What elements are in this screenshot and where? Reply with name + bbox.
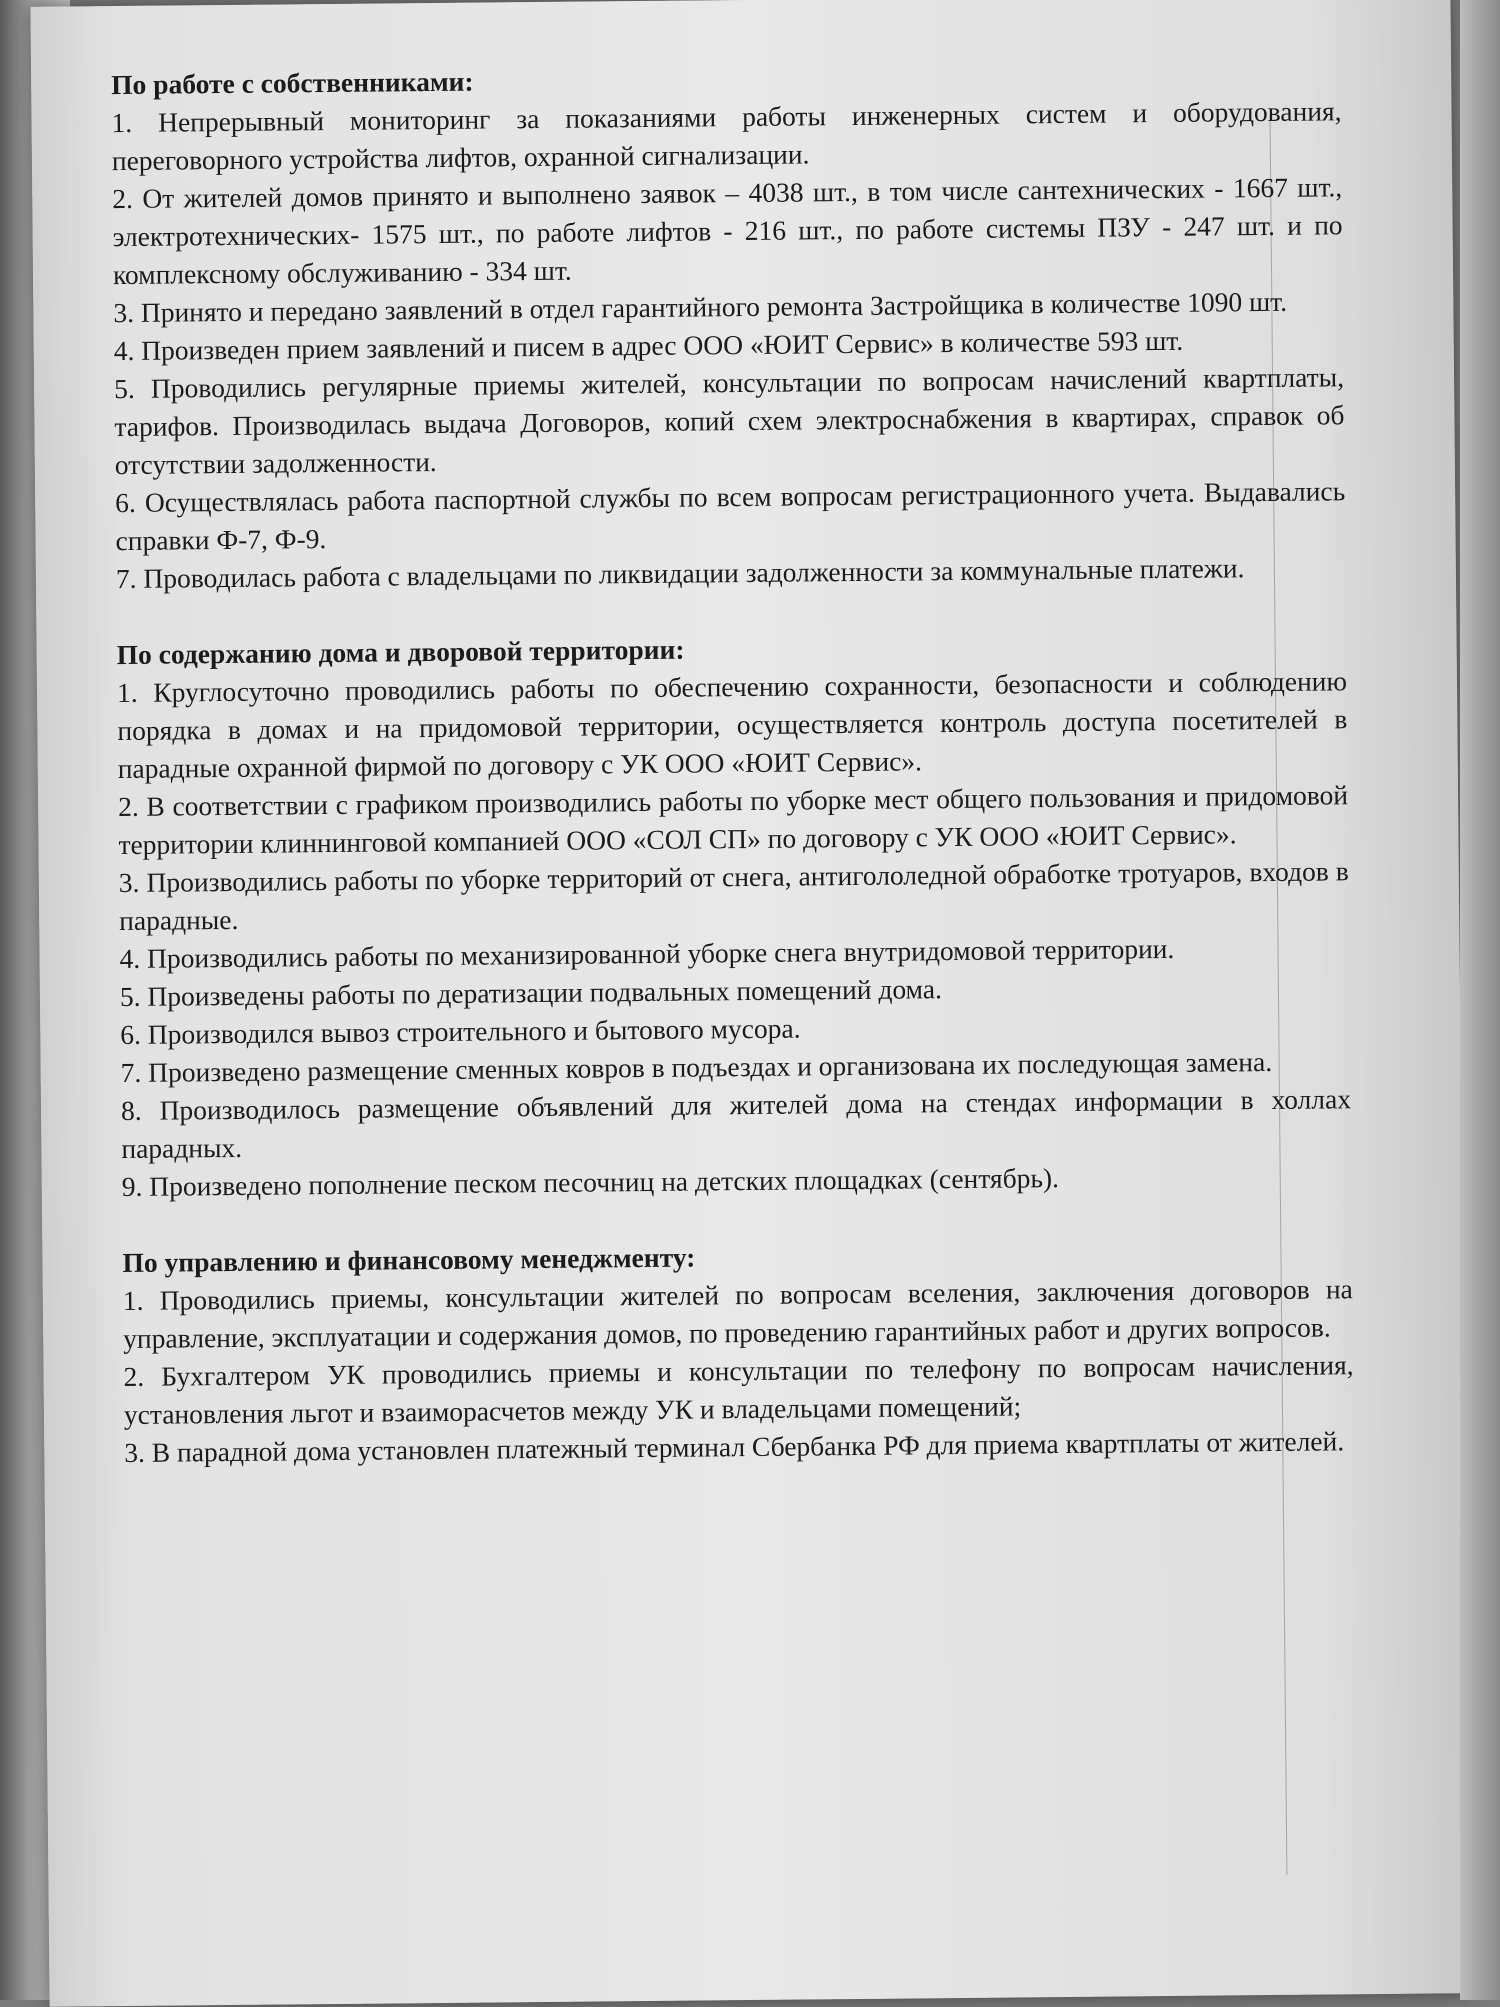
list-item: 1. Круглосуточно проводились работы по обеспечению сохранности, безопасности и соблюдению порядка в домах и на придомовой территории, осуществляется контроль доступа посетителей в парадные охранной фирмой по договору с УК ООО «ЮИТ Сервис».: [116, 665, 1348, 785]
list-item: 6. Осуществлялась работа паспортной службы по всем вопросам регистрационного учета. Выдавались справки Ф-7, Ф-9.: [115, 475, 1346, 557]
list-item: 3. Производились работы по уборке территорий от снега, антигололедной обработке тротуаров, входов в парадные.: [118, 855, 1349, 937]
list-item: 1. Непрерывный мониторинг за показаниями работы инженерных систем и оборудования, переговорного устройства лифтов, охранной сигнализации.: [111, 95, 1342, 177]
document-body: [111, 54, 1355, 1510]
list-item: 7. Произведено размещение сменных ковров в подъездах и организована их последующая замена.: [120, 1045, 1273, 1089]
list-item: 7. Проводилась работа с владельцами по ликвидации задолженности за коммунальные платежи.: [115, 552, 1245, 595]
list-item: 2. От жителей домов принято и выполнено заявок – 4038 шт., в том числе сантехнических - 1667 шт., электротехнических- 1575 шт., по работе лифтов - 216 шт., по работе системы ПЗУ - 247 шт. и по комплексному обслуживанию - 334 шт.: [112, 171, 1343, 291]
list-item: 3. В парадной дома установлен платежный терминал Сбербанка РФ для приема квартплаты от жителей.: [124, 1425, 1345, 1469]
list-item: 9. Произведено пополнение песком песочниц на детских площадках (сентябрь).: [121, 1162, 1060, 1203]
background-edge: [1460, 0, 1500, 2000]
section-heading: По управлению и финансовому менеджменту:: [122, 1241, 696, 1279]
section-owners: [111, 54, 1346, 598]
section-maintenance: [116, 624, 1351, 1206]
document-sheet: [30, 0, 1469, 2007]
list-item: 2. Бухгалтером УК проводились приемы и консультации по телефону по вопросам начисления, установления льгот и взаиморасчетов между УК и владельцами помещений;: [123, 1349, 1354, 1431]
list-item: 6. Производился вывоз строительного и бытового мусора.: [120, 1012, 801, 1051]
section-heading: По содержанию дома и дворовой территории:: [116, 633, 685, 671]
section-management: [122, 1232, 1354, 1472]
list-item: 2. В соответствии с графиком производились работы по уборке мест общего пользования и придомовой территории клиннинговой компанией ООО «СОЛ СП» по договору с УК ООО «ЮИТ Сервис».: [117, 779, 1349, 861]
section-heading: По работе с собственниками:: [111, 65, 474, 101]
list-item: 4. Производились работы по механизированной уборке снега внутридомовой территории.: [119, 932, 1175, 975]
list-item: 5. Произведены работы по дератизации подвальных помещений дома.: [119, 973, 943, 1013]
list-item: 5. Проводились регулярные приемы жителей, консультации по вопросам начислений квартплаты, тарифов. Производилась выдача Договоров, копий схем электроснабжения в квартирах, справок об отсутствии задолженности.: [113, 361, 1345, 481]
list-item: 1. Проводились приемы, консультации жителей по вопросам вселения, заключения договоров на управление, эксплуатации и содержания домов, по проведению гарантийных работ и других вопросов.: [122, 1273, 1353, 1355]
list-item: 3. Принято и передано заявлений в отдел гарантийного ремонта Застройщика в количестве 1090 шт.: [113, 285, 1288, 329]
list-item: 8. Производилось размещение объявлений для жителей дома на стендах информации в холлах парадных.: [120, 1083, 1352, 1165]
list-item: 4. Произведен прием заявлений и писем в адрес ООО «ЮИТ Сервис» в количестве 593 шт.: [113, 324, 1184, 367]
